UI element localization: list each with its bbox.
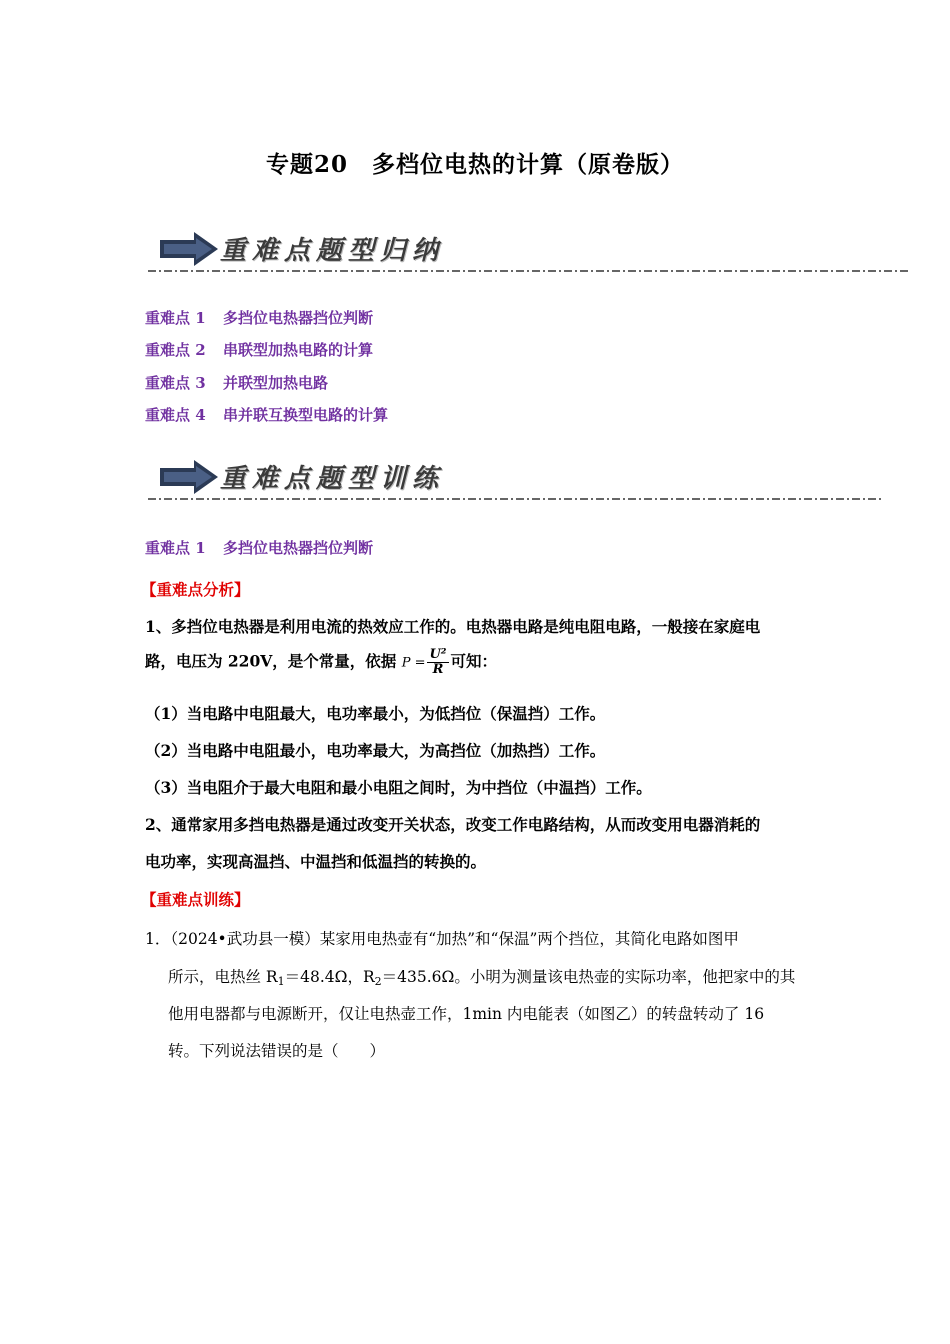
toc-item: 重难点 2 串联型加热电路的计算 <box>145 341 374 359</box>
analysis-header: 【重难点分析】 <box>141 580 250 599</box>
toc-item: 重难点 1 多挡位电热器挡位判断 <box>145 309 374 327</box>
list-item: （3）当电阻介于最大电阻和最小电阻之间时，为中挡位（中温挡）工作。 <box>145 778 652 797</box>
paragraph-1-line-1: 1、多挡位电热器是利用电流的热效应工作的。电热器电路是纯电阻电路，一般接在家庭电 <box>145 617 761 636</box>
question-1-line-4: 转。下列说法错误的是（ ） <box>168 1042 386 1060</box>
page-title: 专题20 多档位电热的计算（原卷版） <box>265 151 684 178</box>
section-banner-training <box>148 454 882 500</box>
question-1-line-2: 所示，电热丝 $R_1=48.4\Omega$，$R_2=435.6\Omega$。小明为测量该电热壶的实际功率，他把家中的其 <box>168 968 796 988</box>
toc-item: 重难点 4 串并联互换型电路的计算 <box>145 406 389 424</box>
arrow-icon <box>160 232 218 266</box>
training-header: 【重难点训练】 <box>141 890 250 909</box>
section-heading: 重难点 1 多挡位电热器挡位判断 <box>145 539 374 557</box>
section-banner-summary <box>148 226 908 272</box>
paragraph-2-line-2: 电功率，实现高温挡、中温挡和低温挡的转换的。 <box>145 852 487 871</box>
dash-dot-divider <box>148 498 882 500</box>
arrow-icon <box>160 460 218 494</box>
dash-dot-divider <box>148 270 908 272</box>
list-item: （2）当电路中电阻最小，电功率最大，为高挡位（加热挡）工作。 <box>145 741 606 760</box>
paragraph-1-line-2: 路，电压为 220V，是个常量，依据 P = $\frac{\text{U²}}{R}$ 可知： <box>145 647 498 677</box>
list-item: （1）当电路中电阻最大，电功率最小，为低挡位（保温挡）工作。 <box>145 704 606 723</box>
banner-title: 重难点题型归纳 <box>220 236 445 266</box>
toc-item: 重难点 3 并联型加热电路 <box>145 374 329 392</box>
question-1-line-3: 他用电器都与电源断开，仅让电热壶工作，1min 内电能表（如图乙）的转盘转动了 16 <box>168 1005 765 1023</box>
formula-lhs: P = <box>401 655 426 671</box>
paragraph-2-line-1: 2、通常家用多挡电热器是通过改变开关状态，改变工作电路结构，从而改变用电器消耗的 <box>145 815 761 834</box>
question-1-line-1: 1．（2024•武功县一模）某家用电热壶有“加热”和“保温”两个挡位，其简化电路如图甲 <box>145 930 739 948</box>
banner-title: 重难点题型训练 <box>220 464 445 494</box>
formula-fraction: $\frac{\text{U²}}{R}$ <box>429 647 447 677</box>
